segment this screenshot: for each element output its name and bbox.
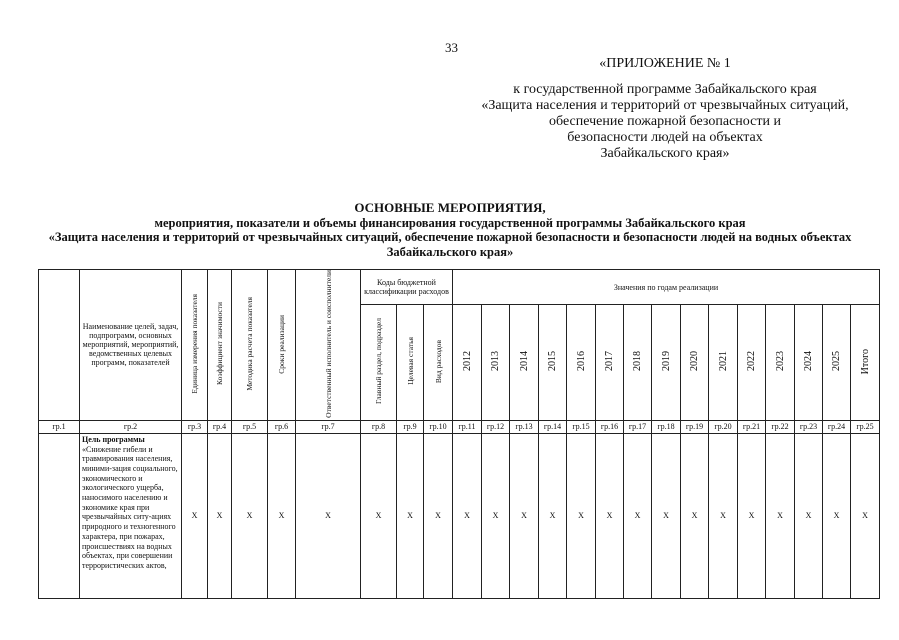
header-col4 <box>208 270 232 421</box>
appendix-title: «ПРИЛОЖЕНИЕ № 1 <box>599 56 731 71</box>
goal-row-number <box>39 433 80 598</box>
header-col6 <box>268 270 296 421</box>
year-label: 2021 <box>717 351 729 372</box>
column-number: гр.13 <box>510 420 539 433</box>
document-heading <box>24 201 876 259</box>
x-mark: Х <box>738 433 766 598</box>
x-mark: Х <box>510 433 539 598</box>
column-number: гр.7 <box>296 420 361 433</box>
header-year <box>453 305 482 421</box>
appendix-line: Забайкальского края» <box>600 146 730 161</box>
year-label: 2016 <box>575 351 587 372</box>
header-kbk-group-text: Коды бюджетной классификации расходов <box>364 278 449 297</box>
year-label: 2022 <box>746 351 758 372</box>
x-mark: Х <box>539 433 567 598</box>
page-number: 33 <box>445 40 458 55</box>
goal-description <box>80 433 182 598</box>
header-years-group-text: Значения по годам реализации <box>613 282 719 292</box>
header-year <box>766 305 795 421</box>
x-mark: Х <box>424 433 453 598</box>
heading-title: ОСНОВНЫЕ МЕРОПРИЯТИЯ, <box>354 200 546 215</box>
column-number: гр.14 <box>539 420 567 433</box>
x-mark: Х <box>766 433 795 598</box>
program-table <box>38 269 880 599</box>
header-col7-text: Ответственный исполнитель и соисполнители <box>323 270 333 418</box>
x-mark: Х <box>624 433 652 598</box>
column-number: гр.10 <box>424 420 453 433</box>
header-year <box>681 305 709 421</box>
x-mark: Х <box>652 433 681 598</box>
x-mark: Х <box>823 433 851 598</box>
year-label: 2023 <box>774 351 786 372</box>
x-mark: Х <box>397 433 424 598</box>
year-label: 2013 <box>490 351 502 372</box>
x-mark: Х <box>596 433 624 598</box>
x-mark: Х <box>851 433 880 598</box>
column-number: гр.17 <box>624 420 652 433</box>
appendix-line: безопасности людей на объектах <box>567 130 763 145</box>
header-col10-text: Вид расходов <box>433 339 443 383</box>
header-kbk-group <box>361 270 453 305</box>
year-label: 2025 <box>831 351 843 372</box>
column-number: гр.20 <box>709 420 738 433</box>
x-mark: Х <box>182 433 208 598</box>
year-label: 2015 <box>547 351 559 372</box>
appendix-line: «Защита населения и территорий от чрезвычайных ситуаций, <box>481 98 849 113</box>
header-col7 <box>296 270 361 421</box>
x-mark: Х <box>268 433 296 598</box>
year-label: 2018 <box>632 351 644 372</box>
goal-text: «Снижение гибели и травмирования населения, миними-зация социального, экономического и экологического ущерба, наносимого населению и экономике края при чрезвычайных ситу-ациях природного и техногенного характера, при пожарах, происшествиях на водных объектах, при совершении террористических актов, <box>82 444 178 570</box>
header-year <box>510 305 539 421</box>
goal-title: Цель программы <box>82 434 145 444</box>
column-number: гр.22 <box>766 420 795 433</box>
header-total <box>851 305 880 421</box>
heading-line: мероприятия, показатели и объемы финансирования государственной программы Забайкальского края <box>154 215 746 230</box>
column-number: гр.24 <box>823 420 851 433</box>
appendix-line: обеспечение пожарной безопасности и <box>549 114 781 129</box>
header-col9 <box>397 305 424 421</box>
header-year <box>652 305 681 421</box>
year-label: 2012 <box>461 351 473 372</box>
column-number: гр.1 <box>39 420 80 433</box>
appendix-line: к государственной программе Забайкальского края <box>513 82 817 97</box>
x-mark: Х <box>232 433 268 598</box>
x-mark: Х <box>361 433 397 598</box>
header-year <box>823 305 851 421</box>
x-mark: Х <box>567 433 596 598</box>
column-number: гр.5 <box>232 420 268 433</box>
column-number: гр.15 <box>567 420 596 433</box>
header-year <box>596 305 624 421</box>
x-mark: Х <box>795 433 823 598</box>
column-number: гр.9 <box>397 420 424 433</box>
heading-line: Забайкальского края» <box>386 244 514 259</box>
column-number: гр.25 <box>851 420 880 433</box>
heading-line: «Защита населения и территорий от чрезвычайных ситуаций, обеспечение пожарной безопасности и безопасности людей на водных объектах <box>48 230 852 244</box>
header-year <box>567 305 596 421</box>
header-year <box>709 305 738 421</box>
x-mark: Х <box>453 433 482 598</box>
x-mark: Х <box>709 433 738 598</box>
year-label: 2020 <box>689 351 701 372</box>
year-label: 2014 <box>518 351 530 372</box>
column-number: гр.16 <box>596 420 624 433</box>
header-col8 <box>361 305 397 421</box>
column-number: гр.19 <box>681 420 709 433</box>
column-number: гр.4 <box>208 420 232 433</box>
column-number: гр.12 <box>482 420 510 433</box>
year-label: 2019 <box>660 351 672 372</box>
total-label: Итого <box>859 348 871 375</box>
column-number: гр.6 <box>268 420 296 433</box>
header-year <box>738 305 766 421</box>
header-col6-text: Сроки реализации <box>277 314 286 374</box>
header-col2 <box>80 270 182 421</box>
header-col1 <box>39 270 80 421</box>
header-col8-text: Главный раздел, подраздел <box>374 318 383 405</box>
column-number: гр.2 <box>80 420 182 433</box>
header-col5 <box>232 270 268 421</box>
header-col3 <box>182 270 208 421</box>
column-number: гр.11 <box>453 420 482 433</box>
header-col3-text: Единица измерения показателя <box>190 294 199 394</box>
header-col9-text: Целевая статья <box>405 337 415 386</box>
x-mark: Х <box>681 433 709 598</box>
header-year <box>539 305 567 421</box>
x-mark: Х <box>482 433 510 598</box>
year-label: 2024 <box>803 351 815 372</box>
header-col4-text: Коэффициент значимости <box>215 302 224 386</box>
x-mark: Х <box>208 433 232 598</box>
column-number: гр.8 <box>361 420 397 433</box>
header-year <box>624 305 652 421</box>
appendix-block <box>450 56 880 162</box>
year-label: 2017 <box>604 351 616 372</box>
header-col2-text: Наименование целей, задач, подпрограмм, основных мероприятий, мероприятий, ведомственных целевых программ, показателей <box>82 322 179 368</box>
header-year <box>795 305 823 421</box>
column-number: гр.21 <box>738 420 766 433</box>
header-col5-text: Методика расчета показателя <box>245 297 254 391</box>
column-number: гр.23 <box>795 420 823 433</box>
header-col10 <box>424 305 453 421</box>
header-year <box>482 305 510 421</box>
column-number: гр.18 <box>652 420 681 433</box>
column-number: гр.3 <box>182 420 208 433</box>
header-years-group <box>453 270 880 305</box>
x-mark: Х <box>296 433 361 598</box>
